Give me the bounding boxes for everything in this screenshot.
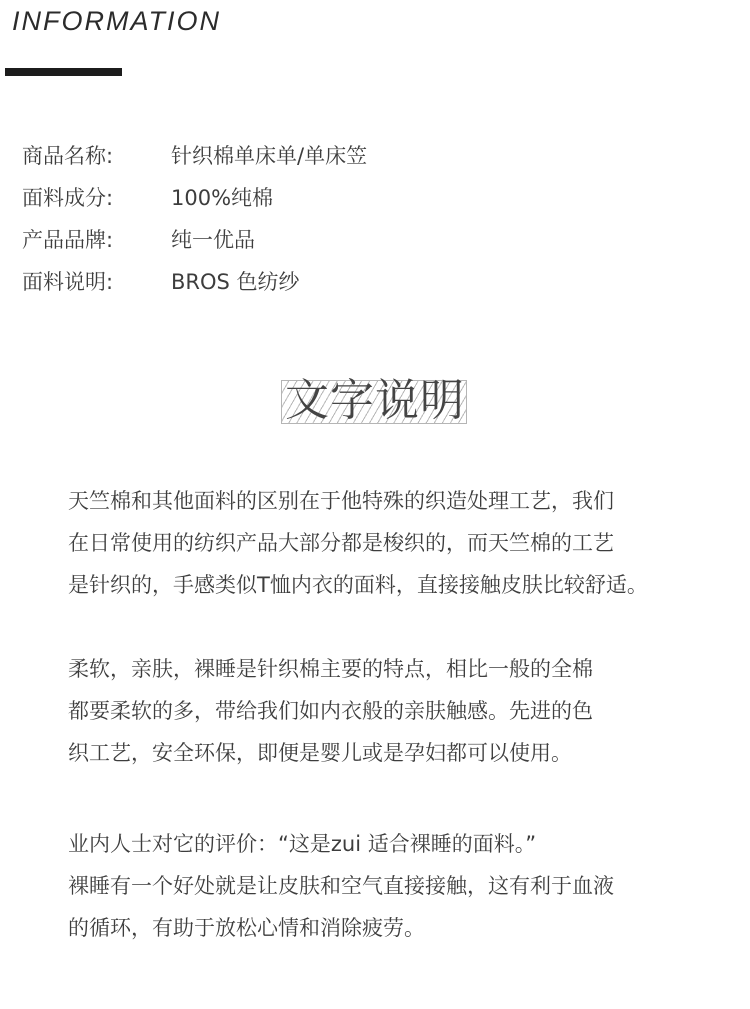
section-title: 文字说明 [285,375,465,426]
info-row-brand [22,218,367,260]
info-value: 纯一优品 [171,228,255,252]
info-label: 产品品牌: [22,228,114,252]
section-title-wrap [281,364,469,428]
info-value: BROS 色纺纱 [171,270,300,294]
description-paragraphs [68,480,738,949]
paragraph-line: 在日常使用的纺织产品大部分都是梭织的，而天竺棉的工艺 [68,531,614,555]
paragraph-fabric-craft [68,480,738,606]
info-label: 面料成分: [22,186,114,210]
paragraph-line: 都要柔软的多，带给我们如内衣般的亲肤触感。先进的色 [68,699,593,723]
paragraph-line: 裸睡有一个好处就是让皮肤和空气直接接触，这有利于血液 [68,874,614,898]
paragraph-industry-review [68,823,738,949]
info-label: 面料说明: [22,270,114,294]
paragraph-line: 织工艺，安全环保，即便是婴儿或是孕妇都可以使用。 [68,741,572,765]
paragraph-line: 业内人士对它的评价：“这是zui 适合裸睡的面料。” [68,832,537,856]
paragraph-line: 柔软，亲肤，裸睡是针织棉主要的特点，相比一般的全棉 [68,657,593,681]
header-underline-bar [5,68,122,76]
paragraph-line: 是针织的，手感类似T恤内衣的面料，直接接触皮肤比较舒适。 [68,573,648,597]
info-row-fabric-description [22,260,367,302]
info-row-product-name [22,134,367,176]
page-header-title: INFORMATION [12,6,221,36]
product-info-list [22,134,367,302]
info-label: 商品名称: [22,144,114,168]
info-value: 针织棉单床单/单床笠 [171,144,368,168]
section-heading [0,364,750,428]
info-value: 100%纯棉 [171,186,274,210]
paragraph-line: 的循环，有助于放松心情和消除疲劳。 [68,916,425,940]
info-row-fabric-composition [22,176,367,218]
paragraph-softness [68,648,738,774]
paragraph-line: 天竺棉和其他面料的区别在于他特殊的织造处理工艺，我们 [68,489,614,513]
